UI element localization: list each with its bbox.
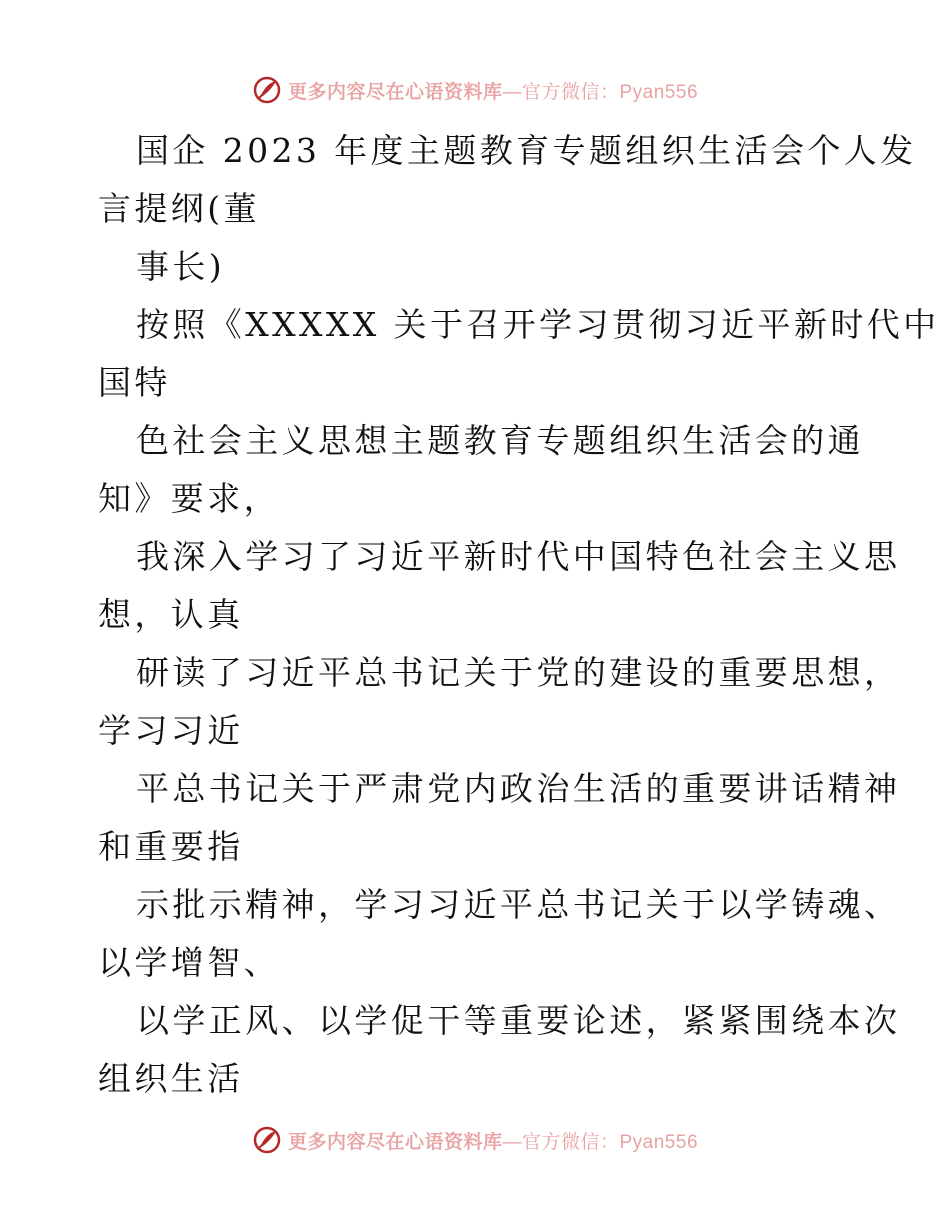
text-line: 知》要求， [98,479,280,518]
document-body [98,122,940,1108]
text-line: 以学正风、以学促干等重要论述，紧紧围绕本次 [136,1001,901,1040]
watermark-main: 更多内容尽在心语资料库 [287,1130,503,1153]
watermark-main: 更多内容尽在心语资料库 [287,80,503,103]
text-line: 言提纲(董 [98,189,260,228]
text-line: 色社会主义思想主题教育专题组织生活会的通 [136,421,864,460]
text-line: 以学增智、 [98,943,280,982]
quill-logo-icon [252,75,282,105]
text-line: 我深入学习了习近平新时代中国特色社会主义思 [136,537,901,576]
text-line: 示批示精神，学习习近平总书记关于以学铸魂、 [136,885,901,924]
watermark-suffix: —官方微信：Pyan556 [502,1131,699,1153]
text-line: 组织生活 [98,1059,244,1098]
watermark-text [288,1127,698,1154]
text-line: 按照《XXXXX 关于召开学习贯彻习近平新时代中 [136,305,940,344]
text-line: 平总书记关于严肃党内政治生活的重要讲话精神 [136,769,901,808]
watermark-text [288,77,698,104]
text-line: 和重要指 [98,827,244,866]
text-line: 事长) [136,247,226,286]
quill-logo-icon [252,1125,282,1155]
footer-watermark [0,1120,950,1160]
text-line: 国企 2023 年度主题教育专题组织生活会个人发 [136,131,917,170]
text-line: 国特 [98,363,171,402]
header-watermark [0,70,950,110]
text-line: 研读了习近平总书记关于党的建设的重要思想， [136,653,901,692]
text-line: 想，认真 [98,595,244,634]
watermark-suffix: —官方微信：Pyan556 [502,81,699,103]
text-line: 学习习近 [98,711,244,750]
